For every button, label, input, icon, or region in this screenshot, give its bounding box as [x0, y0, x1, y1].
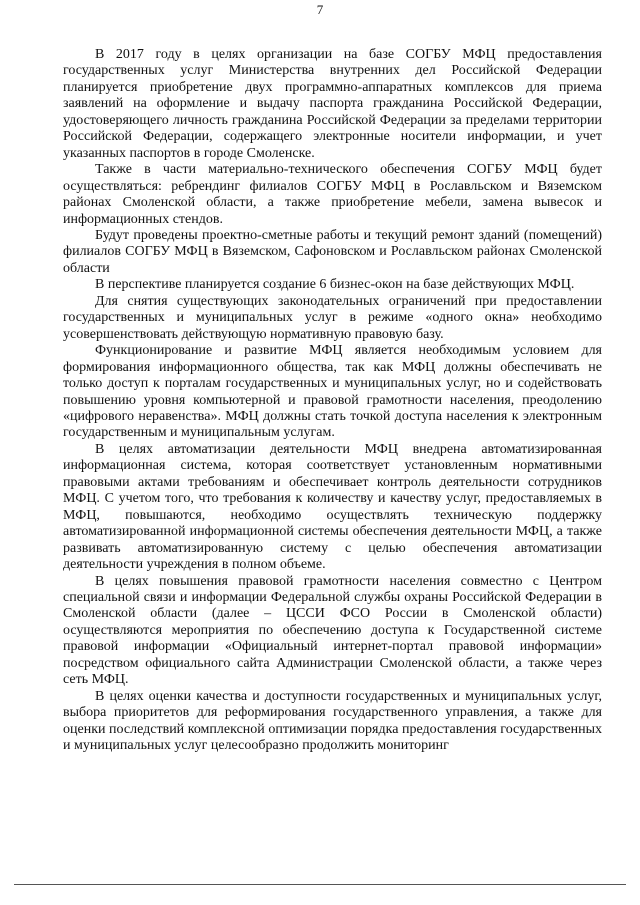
paragraph-rebranding: Также в части материально-технического обеспечения СОГБУ МФЦ будет осуществляться: ребрендинг филиалов СОГБУ МФЦ в Рославльском и Вяземском районах Смоленской области, а также приобретение мебели, замена вывесок и информационных стендов.: [63, 162, 602, 227]
footer-rule: [14, 884, 626, 885]
paragraph-information-society: Функционирование и развитие МФЦ является необходимым условием для формирования информационного общества, так как МФЦ должны обеспечивать не только доступ к порталам государственных и муниципальных услуг, но и содействовать повышению уровня компьютерной и правовой грамотности населения, преодолению «цифрового неравенства». МФЦ должны стать точкой доступа населения к электронным государственным и муниципальным услугам.: [63, 343, 602, 441]
paragraph-business-windows: В перспективе планируется создание 6 бизнес-окон на базе действующих МФЦ.: [95, 277, 575, 293]
document-body: [63, 47, 602, 754]
paragraph-repair-works: Будут проведены проектно-сметные работы и текущий ремонт зданий (помещений) филиалов СОГБУ МФЦ в Вяземском, Сафоновском и Рославльском районах Смоленской области: [63, 227, 602, 276]
paragraph-legal-literacy: В целях повышения правовой грамотности населения совместно с Центром специальной связи и информации Федеральной службы охраны Российской Федерации в Смоленской области (далее – ЦССИ ФСО России в Смоленской области) осуществляются мероприятия по обеспечению доступа к Государственной системе правовой информации «Официальный интернет-портал правовой информации» посредством официального сайта Администрации Смоленской области, а также через сеть МФЦ.: [63, 573, 602, 688]
paragraph-legal-restrictions: Для снятия существующих законодательных ограничений при предоставлении государственных и муниципальных услуг в режиме «одного окна» необходимо усовершенствовать действующую нормативную правовую базу.: [63, 293, 602, 342]
paragraph-automation: В целях автоматизации деятельности МФЦ внедрена автоматизированная информационная система, которая соответствует установленным нормативными правовыми актами требованиям и обеспечивает контроль деятельности сотрудников МФЦ. С учетом того, что требования к количеству и качеству услуг, предоставляемых в МФЦ, повышаются, необходимо осуществлять техническую поддержку автоматизированной информационной системы обеспечения деятельности МФЦ, а также развивать автоматизированную систему с целью обеспечения автоматизации деятельности учреждения в полном объеме.: [63, 441, 602, 573]
paragraph-passport-complexes: В 2017 году в целях организации на базе СОГБУ МФЦ предоставления государственных услуг Министерства внутренних дел Российской Федерации планируется приобретение двух программно-аппаратных комплексов для приема заявлений на оформление и выдачу паспорта гражданина Российской Федерации, удостоверяющего личность гражданина Российской Федерации за пределами территории Российской Федерации, содержащего электронные носители информации, и учет указанных паспортов в городе Смоленске.: [63, 47, 602, 161]
paragraph-quality-monitoring: В целях оценки качества и доступности государственных и муниципальных услуг, выбора приоритетов для реформирования государственного управления, а также для оценки последствий комплексной оптимизации порядка предоставления государственных и муниципальных услуг целесообразно продолжить мониторинг: [63, 688, 602, 754]
page-number: 7: [316, 2, 324, 17]
